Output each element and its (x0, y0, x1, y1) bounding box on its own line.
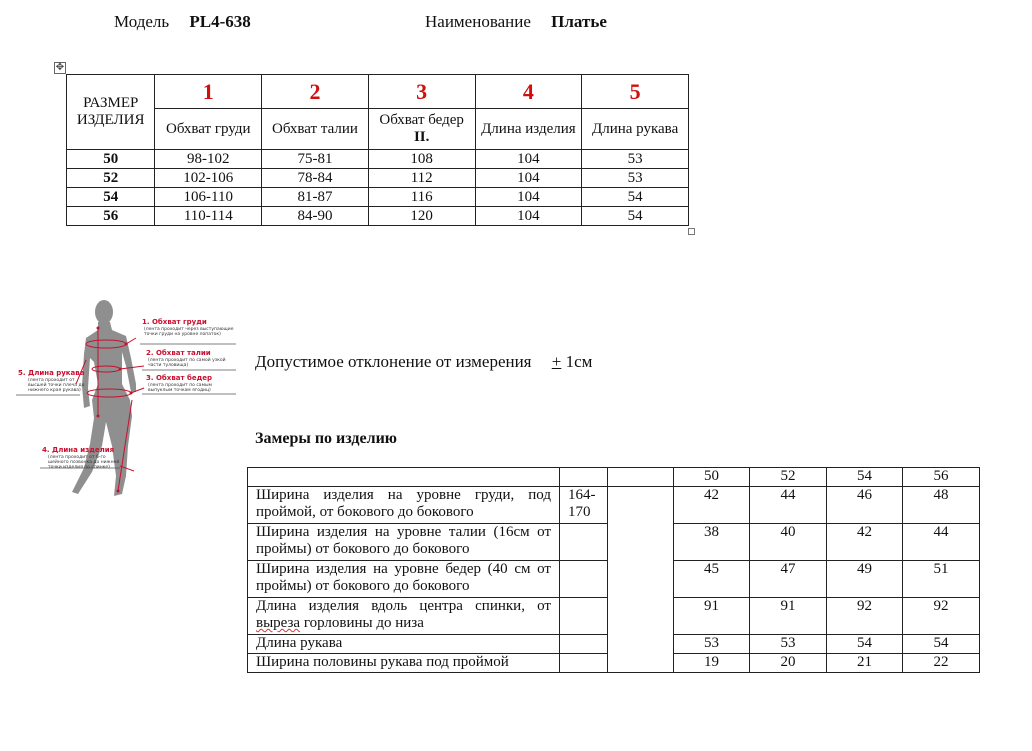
value-cell: 104 (475, 188, 582, 207)
size-header-cell: 52 (750, 468, 827, 487)
col-num: 5 (582, 75, 689, 109)
size-cell: 50 (67, 150, 155, 169)
tolerance-pm: + (551, 352, 562, 371)
value-cell: 51 (903, 561, 980, 598)
col-label-hips: Обхват бедер II. (368, 109, 475, 150)
value-cell: 75-81 (262, 150, 369, 169)
value-cell: 44 (750, 487, 827, 524)
row-label: Длина изделия вдоль центра спинки, от выреза горловины до низа (248, 598, 560, 635)
value-cell: 110-114 (155, 207, 262, 226)
value-cell: 54 (582, 207, 689, 226)
col-num: 3 (368, 75, 475, 109)
col-num: 1 (155, 75, 262, 109)
empty-cell (560, 561, 608, 598)
empty-cell (608, 487, 674, 673)
table-row (67, 188, 689, 207)
value-cell: 112 (368, 169, 475, 188)
figure-label-4: 4. Длина изделия (42, 446, 115, 454)
value-cell: 45 (674, 561, 750, 598)
value-cell: 120 (368, 207, 475, 226)
col-label: Обхват талии (262, 109, 369, 150)
size-header-cell: 54 (827, 468, 903, 487)
value-cell: 49 (827, 561, 903, 598)
value-cell: 92 (827, 598, 903, 635)
size-cell: 52 (67, 169, 155, 188)
value-cell: 102-106 (155, 169, 262, 188)
empty-cell (560, 468, 608, 487)
col-num: 2 (262, 75, 369, 109)
value-cell: 104 (475, 169, 582, 188)
figure-label-3: 3. Обхват бедер (146, 374, 213, 382)
size-header-cell: 50 (674, 468, 750, 487)
value-cell: 78-84 (262, 169, 369, 188)
empty-cell (560, 654, 608, 673)
tolerance-line (255, 352, 592, 372)
value-cell: 104 (475, 150, 582, 169)
figure-label-1: 1. Обхват груди (142, 318, 207, 326)
size-header: РАЗМЕР ИЗДЕЛИЯ (67, 75, 155, 150)
value-cell: 44 (903, 524, 980, 561)
value-cell: 48 (903, 487, 980, 524)
value-cell: 91 (674, 598, 750, 635)
size-table (66, 74, 689, 226)
value-cell: 108 (368, 150, 475, 169)
measurement-figure (14, 296, 240, 502)
table-row (67, 207, 689, 226)
model-label: Модель (114, 12, 170, 31)
empty-cell (560, 635, 608, 654)
value-cell: 54 (827, 635, 903, 654)
value-cell: 42 (827, 524, 903, 561)
figure-note-4: (лента проходит от 6-го шейного позвонка до нижней точки изделия по спинке) (48, 455, 120, 470)
table-row (248, 487, 980, 524)
size-cell: 56 (67, 207, 155, 226)
value-cell: 91 (750, 598, 827, 635)
model-value: PL4-638 (189, 12, 251, 31)
figure-note-1: (лента проходит через выступающие точки груди на уровне лопаток) (144, 327, 234, 337)
value-cell: 98-102 (155, 150, 262, 169)
model-line (114, 12, 251, 32)
col-num: 4 (475, 75, 582, 109)
value-cell: 53 (750, 635, 827, 654)
empty-cell (560, 524, 608, 561)
value-cell: 54 (582, 188, 689, 207)
col-label: Обхват груди (155, 109, 262, 150)
measurements-title: Замеры по изделию (255, 430, 398, 447)
table-move-handle-icon[interactable]: ✥ (55, 62, 65, 73)
col-label: Длина рукава (582, 109, 689, 150)
name-line (425, 12, 607, 32)
row-label: Ширина изделия на уровне груди, под проймой, от бокового до бокового (248, 487, 560, 524)
row-label: Ширина половины рукава под проймой (248, 654, 560, 673)
value-cell: 53 (582, 169, 689, 188)
size-cell: 54 (67, 188, 155, 207)
empty-cell (248, 468, 560, 487)
row-label: Ширина изделия на уровне талии (16см от проймы) от бокового до бокового (248, 524, 560, 561)
measurements-table (247, 467, 980, 673)
row-label: Ширина изделия на уровне бедер (40 см от проймы) от бокового до бокового (248, 561, 560, 598)
value-cell: 19 (674, 654, 750, 673)
figure-label-5: 5. Длина рукава (18, 369, 85, 377)
tolerance-value: 1см (565, 352, 593, 371)
value-cell: 38 (674, 524, 750, 561)
value-cell: 22 (903, 654, 980, 673)
value-cell: 20 (750, 654, 827, 673)
figure-label-2: 2. Обхват талии (146, 349, 211, 357)
value-cell: 81-87 (262, 188, 369, 207)
value-cell: 104 (475, 207, 582, 226)
value-cell: 42 (674, 487, 750, 524)
value-cell: 47 (750, 561, 827, 598)
tolerance-text: Допустимое отклонение от измерения (255, 352, 532, 371)
value-cell: 92 (903, 598, 980, 635)
value-cell: 21 (827, 654, 903, 673)
table-resize-handle[interactable] (688, 228, 695, 235)
value-cell: 116 (368, 188, 475, 207)
table-row (67, 150, 689, 169)
value-cell: 53 (582, 150, 689, 169)
name-label: Наименование (425, 12, 531, 31)
row-label: Длина рукава (248, 635, 560, 654)
table-row (67, 169, 689, 188)
height-cell: 164-170 (560, 487, 608, 524)
figure-note-2: (лента проходит по самой узкой части туловища) (148, 358, 226, 368)
figure-note-3: (лента проходит по самым выпуклым точкам ягодиц) (148, 383, 212, 393)
col-label: Длина изделия (475, 109, 582, 150)
name-value: Платье (551, 12, 607, 31)
empty-cell (608, 468, 674, 487)
value-cell: 54 (903, 635, 980, 654)
value-cell: 53 (674, 635, 750, 654)
figure-note-5: (лента проходит от высшей точки плеча до нижнего края рукава) (28, 378, 85, 393)
table-header-row (248, 468, 980, 487)
value-cell: 106-110 (155, 188, 262, 207)
empty-cell (560, 598, 608, 635)
value-cell: 46 (827, 487, 903, 524)
size-header-cell: 56 (903, 468, 980, 487)
value-cell: 84-90 (262, 207, 369, 226)
value-cell: 40 (750, 524, 827, 561)
